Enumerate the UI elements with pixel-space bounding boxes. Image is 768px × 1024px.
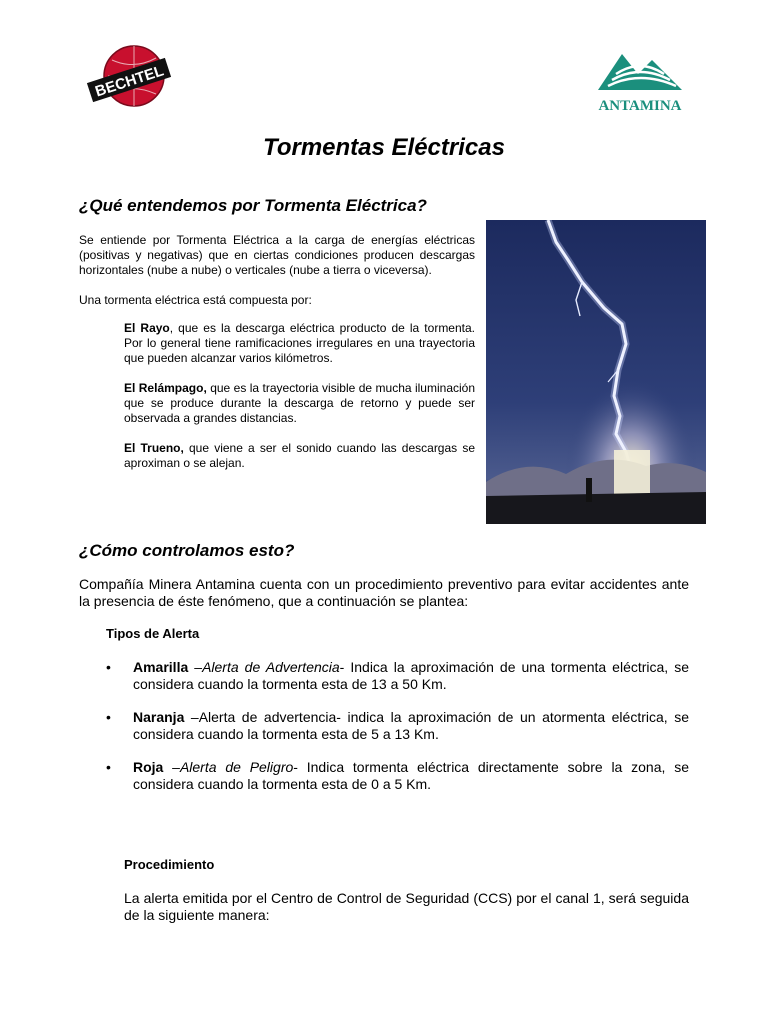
alert-description: - indica la aproximación de un atormenta eléctrica, se considera cuando la tormenta esta de 5 a 13 Km. xyxy=(133,709,689,742)
term-rayo: El Rayo xyxy=(124,321,170,335)
alert-item-amarilla xyxy=(106,659,689,693)
alert-description: - Indica la aproximación de una tormenta eléctrica, se considera cuando la tormenta esta de 13 a 50 Km. xyxy=(133,659,689,692)
section-heading-how: ¿Cómo controlamos esto? xyxy=(79,541,295,560)
bullet-icon: • xyxy=(106,759,111,775)
alert-type: Alerta de Advertencia xyxy=(202,659,340,675)
desc-trueno: que viene a ser el sonido cuando las descargas se aproximan o se alejan. xyxy=(124,441,475,470)
alert-separator: – xyxy=(184,709,199,725)
bullet-icon: • xyxy=(106,659,111,675)
control-paragraph: Compañía Minera Antamina cuenta con un procedimiento preventivo para evitar accidentes ante la presencia de éste fenómeno, que a continuación se plantea: xyxy=(79,576,689,609)
alert-name: Naranja xyxy=(133,709,185,725)
alert-item-naranja xyxy=(106,709,689,743)
bechtel-logo-text: BECHTEL xyxy=(93,62,166,101)
list-item-rayo xyxy=(124,321,475,366)
procedure-heading: Procedimiento xyxy=(124,857,215,872)
desc-relampago: que es la trayectoria visible de mucha iluminación que se produce durante la descarga de retorno y puede ser observada a grandes distancias. xyxy=(124,381,475,425)
alert-description: - Indica tormenta eléctrica directamente sobre la zona, se considera cuando la tormenta esta de 0 a 5 Km. xyxy=(133,759,689,792)
alert-separator: – xyxy=(188,659,203,675)
list-item-relampago xyxy=(124,381,475,426)
alert-item-roja xyxy=(106,759,689,793)
alert-name: Roja xyxy=(133,759,164,775)
term-relampago: El Relámpago, xyxy=(124,381,207,395)
composed-paragraph: Una tormenta eléctrica está compuesta por: xyxy=(79,293,312,307)
alert-type: Alerta de Peligro xyxy=(179,759,294,775)
alert-type: Alerta de advertencia xyxy=(198,709,337,725)
lightning-photo xyxy=(486,220,706,524)
antamina-logo-text: ANTAMINA xyxy=(598,98,682,114)
intro-paragraph: Se entiende por Tormenta Eléctrica a la carga de energías eléctricas (positivas y negativas) que en ciertas condiciones producen descargas horizontales (nube a nube) o verticales (nube a tierra o viceversa). xyxy=(79,233,475,277)
procedure-paragraph: La alerta emitida por el Centro de Control de Seguridad (CCS) por el canal 1, será seguida de la siguiente manera: xyxy=(124,890,689,923)
page-title: Tormentas Eléctricas xyxy=(263,134,505,161)
alert-separator: – xyxy=(163,759,180,775)
bechtel-logo xyxy=(84,40,174,112)
desc-rayo: , que es la descarga eléctrica producto de la tormenta. Por lo general tiene ramificaciones irregulares en una trayectoria que pueden alcanzar varios kilómetros. xyxy=(124,321,476,365)
antamina-logo xyxy=(592,44,688,120)
bullet-icon: • xyxy=(106,709,111,725)
section-heading-what: ¿Qué entendemos por Tormenta Eléctrica? xyxy=(79,196,427,215)
alert-types-heading: Tipos de Alerta xyxy=(106,626,200,641)
alert-name: Amarilla xyxy=(133,659,189,675)
list-item-trueno xyxy=(124,441,475,471)
term-trueno: El Trueno, xyxy=(124,441,184,455)
